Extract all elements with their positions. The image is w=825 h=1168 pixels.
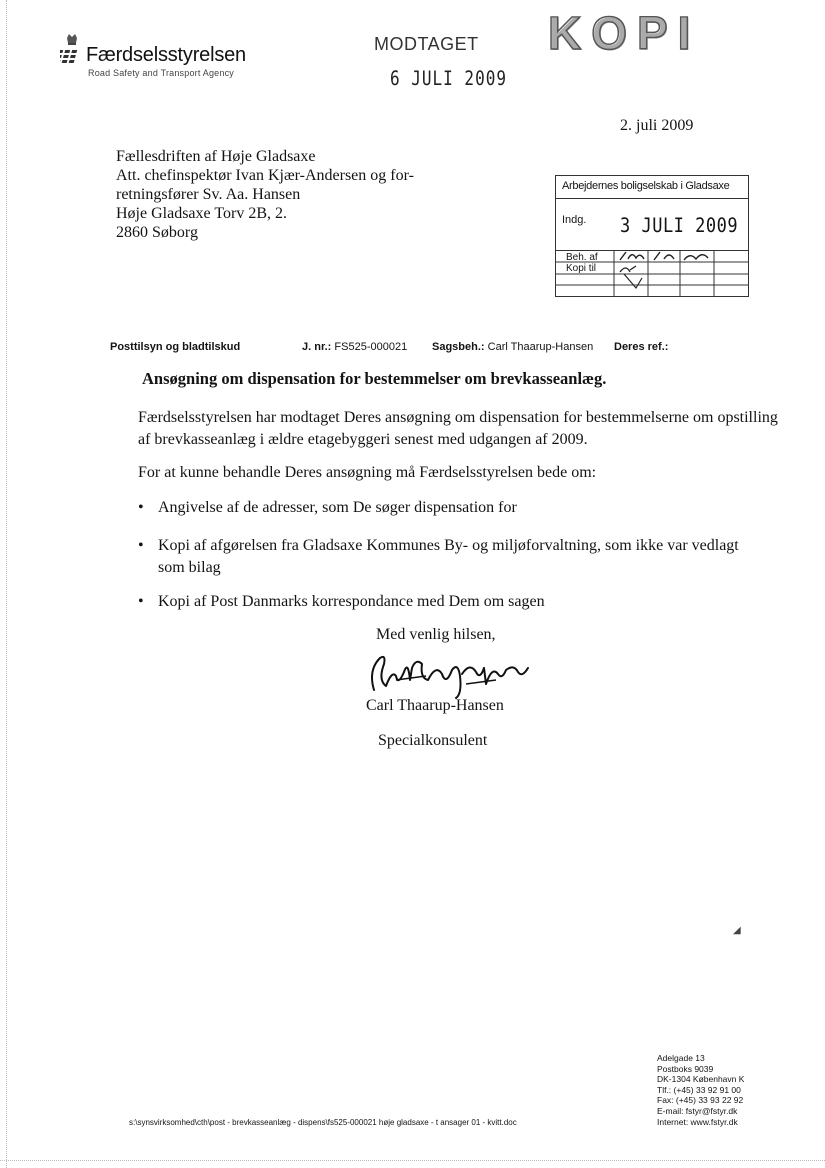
caseworker: Sagsbeh.: Carl Thaarup-Hansen bbox=[432, 341, 594, 353]
address-line: Adelgade 13 bbox=[657, 1053, 705, 1063]
address-line: Tlf.: (+45) 33 92 91 00 bbox=[657, 1084, 741, 1095]
list-item: • Kopi af Post Danmarks korrespondance med Dem om sagen bbox=[138, 591, 768, 613]
receipt-stamp bbox=[555, 175, 749, 297]
body-paragraph: Færdselsstyrelsen har modtaget Deres ansøgning om dispensation for bestemmelserne om opstilling af brevkasseanlæg i ældre etagebyggeri senest med udgangen af 2009. bbox=[138, 409, 778, 448]
bullet-icon: • bbox=[138, 499, 144, 516]
letter-date: 2. juli 2009 bbox=[620, 117, 694, 134]
address-line: retningsfører Sv. Aa. Hansen bbox=[116, 186, 301, 203]
handwritten-signature bbox=[366, 650, 532, 700]
handled-by-label: Beh. af bbox=[566, 252, 598, 263]
address-line: Fax: (+45) 33 93 22 92 bbox=[657, 1095, 744, 1106]
bullet-icon: • bbox=[138, 537, 144, 554]
subject-line: Ansøgning om dispensation for bestemmelser om brevkasseanlæg. bbox=[142, 369, 607, 388]
agency-tagline: Road Safety and Transport Agency bbox=[88, 68, 234, 78]
address-line: Internet: www.fstyr.dk bbox=[657, 1116, 738, 1127]
receipt-received-label: Indg. bbox=[562, 214, 587, 226]
address-line: Høje Gladsaxe Torv 2B, 2. bbox=[116, 205, 287, 222]
address-line: DK-1304 København K bbox=[657, 1074, 745, 1085]
divider bbox=[556, 198, 748, 199]
address-line: Postboks 9039 bbox=[657, 1063, 714, 1074]
agency-name: Færdselsstyrelsen bbox=[86, 44, 246, 66]
recipient-address bbox=[116, 147, 414, 242]
address-line: 2860 Søborg bbox=[116, 224, 198, 241]
agency-address bbox=[657, 1053, 744, 1127]
signatory-title: Specialkonsulent bbox=[378, 732, 488, 749]
bullet-icon: • bbox=[138, 593, 144, 610]
received-stamp-date: 6 JULI 2009 bbox=[390, 67, 507, 90]
body-paragraph: For at kunne behandle Deres ansøgning må Færdselsstyrelsen bede om: bbox=[138, 464, 597, 481]
receipt-stamp-title: Arbejdernes boligselskab i Gladsaxe bbox=[562, 180, 730, 192]
address-line: E-mail: fstyr@fstyr.dk bbox=[657, 1105, 738, 1116]
address-line: Att. chefinspektør Ivan Kjær-Andersen og for- bbox=[116, 167, 414, 184]
scan-mark: ◢ bbox=[733, 925, 741, 936]
copy-stamp: KOPI bbox=[548, 7, 701, 59]
list-item: • Kopi af afgørelsen fra Gladsaxe Kommunes By- og miljøforvaltning, som ikke var vedlagt som bilag bbox=[138, 537, 739, 576]
copy-to-label: Kopi til bbox=[566, 263, 597, 274]
scan-edge-bottom bbox=[0, 1160, 825, 1162]
received-stamp-label: MODTAGET bbox=[374, 34, 479, 54]
scan-edge-left bbox=[6, 0, 8, 1168]
address-line: Fællesdriften af Høje Gladsaxe bbox=[116, 148, 316, 165]
your-reference: Deres ref.: bbox=[614, 341, 669, 353]
crown-emblem-icon bbox=[60, 32, 84, 68]
signatory-name: Carl Thaarup-Hansen bbox=[366, 697, 504, 714]
receipt-received-date: 3 JULI 2009 bbox=[620, 214, 739, 238]
department: Posttilsyn og bladtilskud bbox=[110, 341, 241, 353]
file-path: s:\synsvirksomhed\cth\post - brevkasseanlæg - dispens\fs525-000021 høje gladsaxe - t ansager 01 - kvitt.doc bbox=[129, 1118, 517, 1127]
journal-number: J. nr.: FS525-000021 bbox=[302, 341, 408, 353]
closing-salutation: Med venlig hilsen, bbox=[376, 626, 496, 643]
list-item: • Angivelse af de adresser, som De søger dispensation for bbox=[138, 497, 768, 519]
